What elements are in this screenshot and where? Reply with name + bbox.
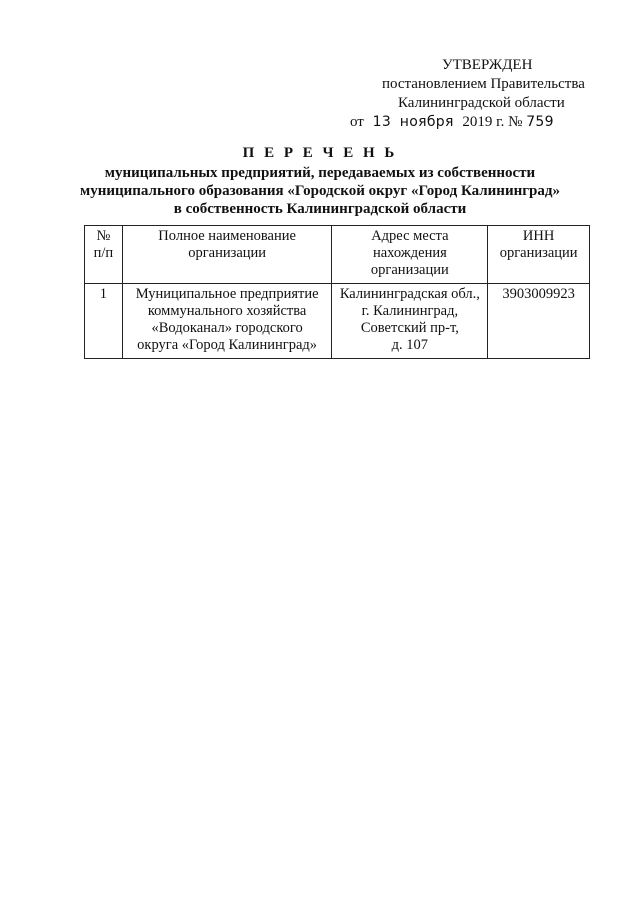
document-title: П Е Р Е Ч Е Н Ь (242, 145, 398, 161)
header-inn-line: ИНН (522, 228, 555, 244)
heading-line-2: муниципального образования «Городской округ «Город Калининград» (80, 183, 560, 199)
date-month: ноября (399, 114, 454, 130)
row-number: 1 (85, 284, 123, 359)
header-inn-line: организации (499, 245, 578, 261)
enterprise-table (84, 225, 590, 359)
heading-line-3: в собственность Калининградской области (173, 201, 467, 217)
document-number: 759 (526, 114, 554, 130)
header-number (85, 226, 123, 284)
date-year: 2019 г. (462, 114, 505, 130)
row-name-line: округа «Город Калининград» (137, 337, 318, 353)
approval-title: УТВЕРЖДЕН (442, 57, 533, 73)
row-address (332, 284, 488, 359)
row-name-line: Муниципальное предприятие (135, 286, 319, 302)
date-prefix: от (350, 114, 364, 130)
date-day: 13 (372, 114, 392, 130)
row-inn: 3903009923 (488, 284, 590, 359)
header-name-line: Полное наименование (158, 228, 296, 244)
heading-line-1: муниципальных предприятий, передаваемых из собственности (104, 165, 536, 181)
table-header-row (85, 226, 590, 284)
header-address-line: Адрес места (371, 228, 449, 244)
row-name-line: коммунального хозяйства (147, 303, 307, 319)
header-address (332, 226, 488, 284)
row-name-line: «Водоканал» городского (151, 320, 303, 336)
header-name-line: организации (188, 245, 267, 261)
row-address-line: д. 107 (391, 337, 429, 353)
header-address-line: нахождения (372, 245, 447, 261)
row-address-line: Советский пр-т, (360, 320, 459, 336)
header-number-line: п/п (93, 245, 114, 261)
header-address-line: организации (370, 262, 449, 278)
header-inn (488, 226, 590, 284)
header-number-line: № (96, 228, 111, 244)
table-row (85, 284, 590, 359)
header-name (122, 226, 332, 284)
approval-date-line (350, 113, 600, 132)
row-address-line: г. Калининград, (361, 303, 459, 319)
row-name (122, 284, 332, 359)
approval-stamp (340, 56, 600, 132)
row-address-line: Калининградская обл., (339, 286, 480, 302)
number-sign: № (508, 114, 523, 130)
approval-region: Калининградской области (398, 95, 565, 111)
document-heading (60, 144, 580, 218)
approval-by: постановлением Правительства (382, 76, 585, 92)
